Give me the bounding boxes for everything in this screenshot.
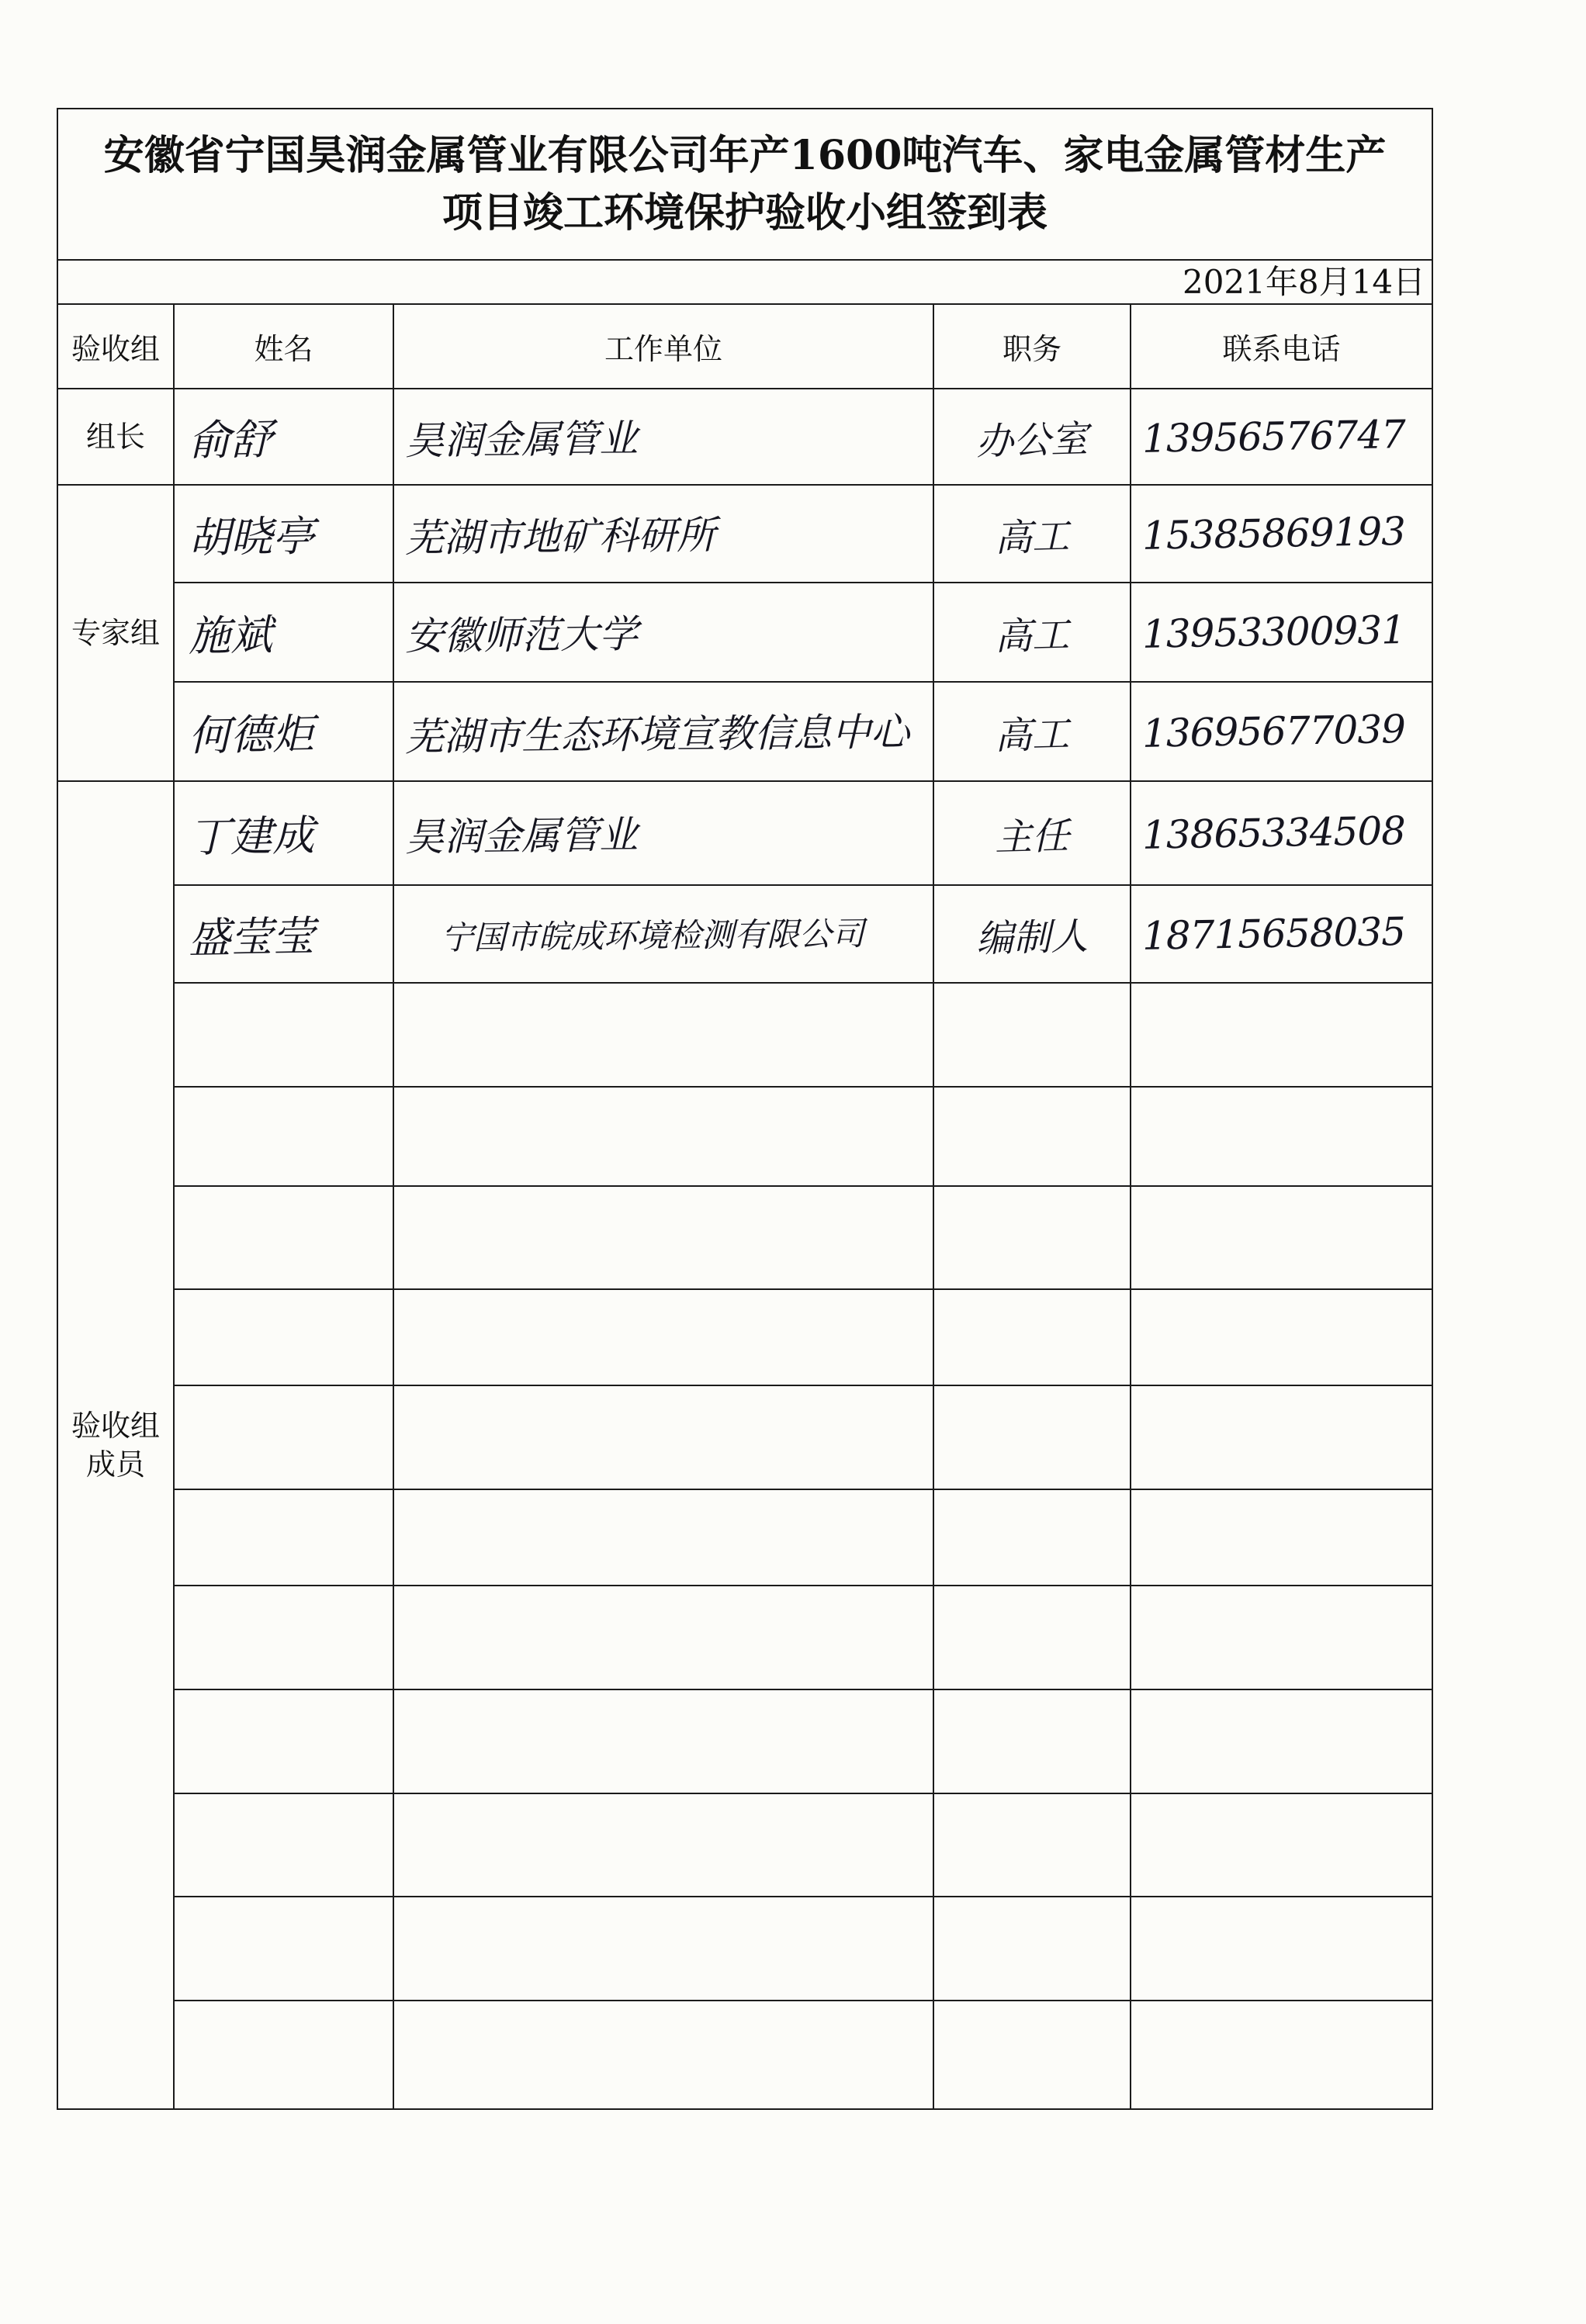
phone-cell bbox=[1131, 885, 1432, 983]
title-line-1: 安徽省宁国昊润金属管业有限公司年产1600吨汽车、家电金属管材生产 bbox=[103, 131, 1387, 179]
unit-entry: 芜湖市地矿科研所 bbox=[404, 512, 716, 562]
header-group: 验收组 bbox=[57, 304, 174, 389]
date: 2021年8月14日 bbox=[57, 260, 1432, 304]
position-cell bbox=[933, 485, 1131, 583]
table-row bbox=[57, 389, 1432, 485]
empty-cell bbox=[393, 1087, 933, 1186]
empty-cell bbox=[933, 1689, 1131, 1793]
position-entry: 高工 bbox=[994, 613, 1070, 659]
empty-cell bbox=[1131, 1897, 1432, 2001]
empty-cell bbox=[393, 2001, 933, 2109]
unit-cell bbox=[393, 583, 933, 682]
phone-cell bbox=[1131, 682, 1432, 781]
empty-row bbox=[57, 1186, 1432, 1289]
empty-cell bbox=[1131, 1186, 1432, 1289]
empty-cell bbox=[393, 1586, 933, 1689]
phone-entry: 18715658035 bbox=[1141, 908, 1406, 959]
position-entry: 主任 bbox=[994, 814, 1070, 859]
empty-cell bbox=[933, 1793, 1131, 1897]
unit-cell bbox=[393, 885, 933, 983]
date-row bbox=[57, 260, 1432, 304]
empty-row bbox=[57, 1289, 1432, 1385]
position-entry: 高工 bbox=[994, 712, 1070, 758]
empty-row bbox=[57, 1489, 1432, 1586]
empty-row bbox=[57, 1689, 1432, 1793]
empty-cell bbox=[1131, 1385, 1432, 1489]
empty-cell bbox=[174, 1289, 393, 1385]
unit-entry: 昊润金属管业 bbox=[404, 812, 639, 860]
empty-cell bbox=[393, 1289, 933, 1385]
header-phone: 联系电话 bbox=[1131, 304, 1432, 389]
header-position: 职务 bbox=[933, 304, 1131, 389]
empty-cell bbox=[933, 1289, 1131, 1385]
empty-cell bbox=[933, 1186, 1131, 1289]
empty-cell bbox=[1131, 1689, 1432, 1793]
name-entry: 盛莹莹 bbox=[188, 911, 315, 963]
empty-cell bbox=[174, 1793, 393, 1897]
empty-cell bbox=[393, 983, 933, 1087]
empty-cell bbox=[1131, 2001, 1432, 2109]
empty-cell bbox=[933, 983, 1131, 1087]
title-cell bbox=[57, 109, 1432, 260]
position-cell bbox=[933, 885, 1131, 983]
table-row bbox=[57, 781, 1432, 885]
empty-cell bbox=[174, 1689, 393, 1793]
phone-entry: 13953300931 bbox=[1141, 607, 1406, 657]
empty-cell bbox=[1131, 1289, 1432, 1385]
position-entry: 高工 bbox=[994, 514, 1070, 560]
empty-cell bbox=[174, 2001, 393, 2109]
empty-row bbox=[57, 1385, 1432, 1489]
table-row bbox=[57, 485, 1432, 583]
name-entry: 何德炬 bbox=[188, 708, 315, 760]
empty-cell bbox=[933, 1586, 1131, 1689]
empty-cell bbox=[1131, 1793, 1432, 1897]
empty-cell bbox=[1131, 983, 1432, 1087]
empty-cell bbox=[174, 1186, 393, 1289]
phone-entry: 15385869193 bbox=[1141, 508, 1406, 559]
header-row bbox=[57, 304, 1432, 389]
table-row bbox=[57, 682, 1432, 781]
group-members-label-line-2: 成员 bbox=[85, 1447, 145, 1482]
name-cell bbox=[174, 781, 393, 885]
position-cell bbox=[933, 682, 1131, 781]
empty-cell bbox=[1131, 1586, 1432, 1689]
sign-in-table bbox=[57, 108, 1433, 2110]
empty-cell bbox=[174, 1087, 393, 1186]
name-cell bbox=[174, 583, 393, 682]
empty-cell bbox=[933, 1489, 1131, 1586]
position-cell bbox=[933, 583, 1131, 682]
phone-cell bbox=[1131, 485, 1432, 583]
position-entry: 办公室 bbox=[975, 417, 1089, 464]
name-cell bbox=[174, 682, 393, 781]
name-entry: 俞舒 bbox=[188, 414, 273, 465]
group-members-label-line-1: 验收组 bbox=[71, 1409, 160, 1443]
phone-cell bbox=[1131, 389, 1432, 485]
empty-cell bbox=[174, 1897, 393, 2001]
empty-cell bbox=[393, 1793, 933, 1897]
empty-row bbox=[57, 983, 1432, 1087]
unit-cell bbox=[393, 781, 933, 885]
empty-cell bbox=[393, 1689, 933, 1793]
empty-row bbox=[57, 1793, 1432, 1897]
unit-entry: 宁国市皖成环境检测有限公司 bbox=[440, 914, 865, 957]
empty-cell bbox=[933, 1897, 1131, 2001]
phone-entry: 13695677039 bbox=[1141, 706, 1406, 756]
title-line-2: 项目竣工环境保护验收小组签到表 bbox=[442, 188, 1048, 237]
unit-cell bbox=[393, 389, 933, 485]
table-row bbox=[57, 885, 1432, 983]
phone-entry: 13865334508 bbox=[1141, 808, 1406, 858]
empty-row bbox=[57, 1586, 1432, 1689]
empty-cell bbox=[174, 1586, 393, 1689]
position-cell bbox=[933, 781, 1131, 885]
unit-cell bbox=[393, 682, 933, 781]
empty-row bbox=[57, 2001, 1432, 2109]
empty-cell bbox=[1131, 1087, 1432, 1186]
phone-entry: 13956576747 bbox=[1141, 411, 1406, 462]
empty-cell bbox=[393, 1489, 933, 1586]
empty-cell bbox=[393, 1186, 933, 1289]
group-experts-label: 专家组 bbox=[57, 485, 174, 781]
position-entry: 编制人 bbox=[975, 914, 1089, 961]
empty-cell bbox=[933, 1087, 1131, 1186]
unit-entry: 芜湖市生态环境宣教信息中心 bbox=[404, 709, 910, 760]
position-cell bbox=[933, 389, 1131, 485]
name-entry: 施斌 bbox=[188, 610, 273, 661]
name-cell bbox=[174, 485, 393, 583]
phone-cell bbox=[1131, 781, 1432, 885]
empty-row bbox=[57, 1897, 1432, 2001]
table-row bbox=[57, 583, 1432, 682]
name-cell bbox=[174, 885, 393, 983]
empty-cell bbox=[174, 1489, 393, 1586]
unit-entry: 昊润金属管业 bbox=[404, 416, 639, 464]
empty-cell bbox=[393, 1385, 933, 1489]
empty-row bbox=[57, 1087, 1432, 1186]
name-entry: 丁建成 bbox=[188, 810, 315, 862]
unit-entry: 安徽师范大学 bbox=[404, 611, 639, 659]
name-entry: 胡晓亭 bbox=[188, 510, 315, 562]
title-row bbox=[57, 109, 1432, 260]
header-unit: 工作单位 bbox=[393, 304, 933, 389]
unit-cell bbox=[393, 485, 933, 583]
empty-cell bbox=[174, 983, 393, 1087]
header-name: 姓名 bbox=[174, 304, 393, 389]
sign-in-sheet bbox=[57, 108, 1432, 2110]
phone-cell bbox=[1131, 583, 1432, 682]
group-leader-label: 组长 bbox=[57, 389, 174, 485]
empty-cell bbox=[933, 1385, 1131, 1489]
empty-cell bbox=[393, 1897, 933, 2001]
empty-cell bbox=[1131, 1489, 1432, 1586]
empty-cell bbox=[174, 1385, 393, 1489]
group-members-label bbox=[57, 781, 174, 2109]
empty-cell bbox=[933, 2001, 1131, 2109]
name-cell bbox=[174, 389, 393, 485]
